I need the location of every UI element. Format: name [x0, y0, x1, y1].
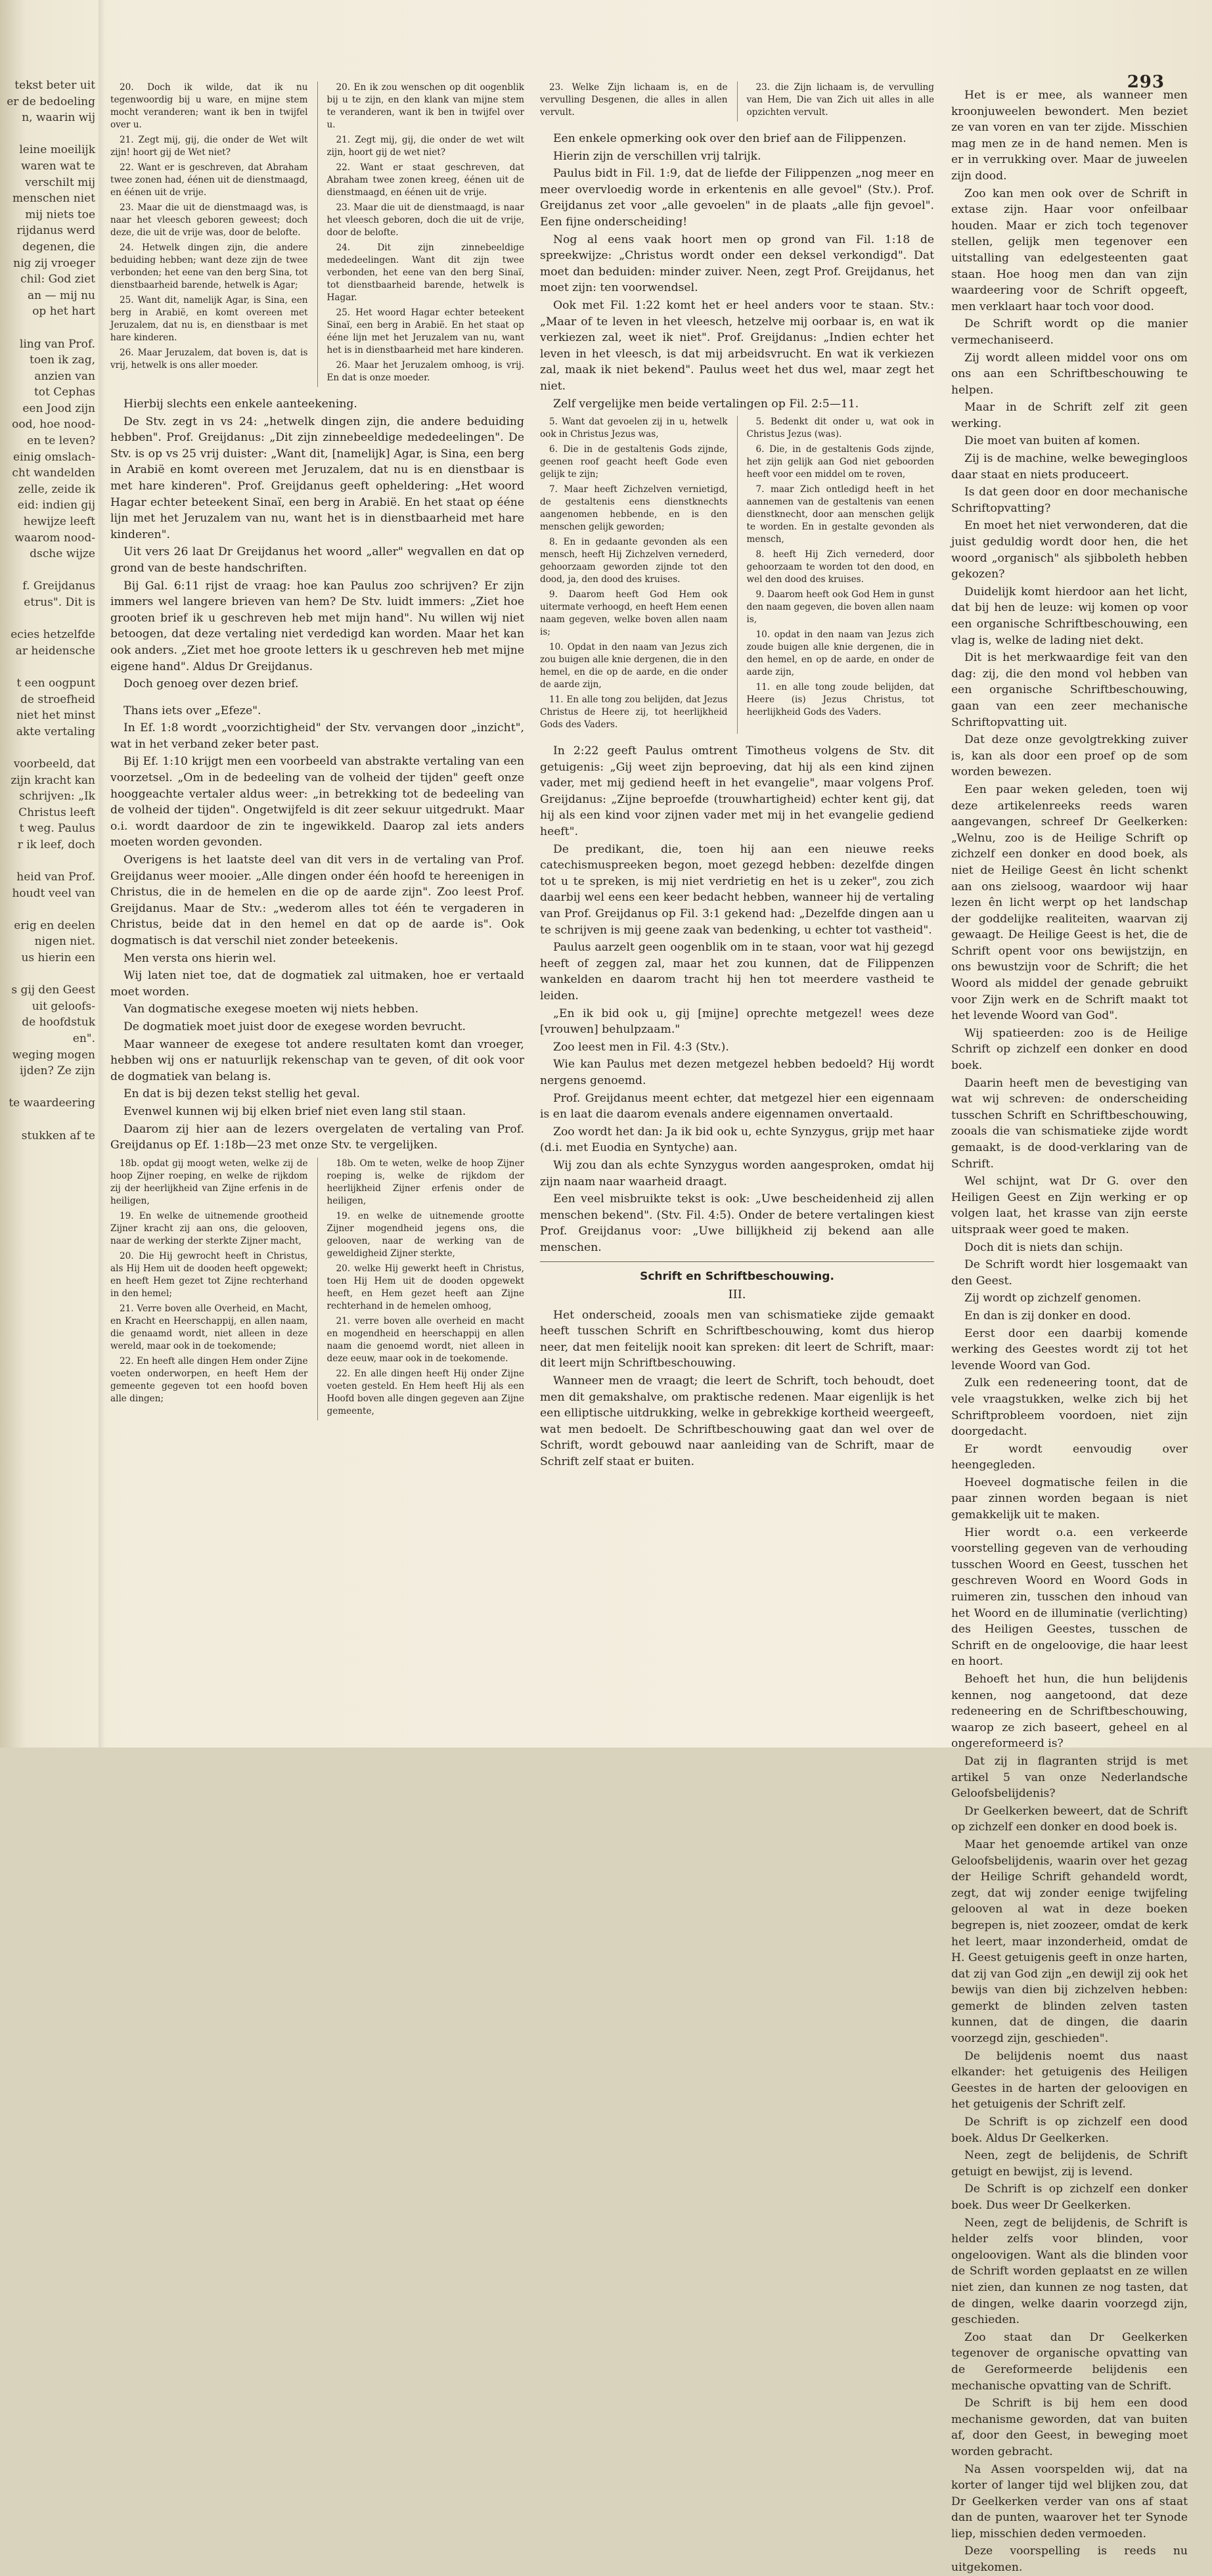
paragraph: Zij is de machine, welke bewegingloos daar staat en niets produceert. [951, 452, 1188, 482]
paragraph: Nog al eens vaak hoort men op grond van Fil. 1:18 de spreekwijze: „Christus wordt onder een deksel verkondigd". Dat moet dan beduiden: minder zuiver. Neen, zegt Prof. Greijdanus, het moet zijn: ten voorwendsel. [540, 233, 934, 295]
strip-line: ecies hetzelfde [11, 628, 95, 642]
paragraph: Behoeft het hun, die hun belijdenis kennen, nog aangetoond, dat deze redeneering en de Schriftbeschouwing, waarop ze zich baseert, geheel en al ongereformeerd is? [951, 1673, 1188, 1751]
verse: 18b. Om te weten, welke de hoop Zijner roeping is, welke de rijkdom der heerlijkheid Zijner erfenis onder de heiligen, [326, 1158, 524, 1206]
strip-line [0, 1112, 95, 1128]
paragraph: Hierin zijn de verschillen vrij talrijk. [553, 149, 761, 163]
verse: 5. Want dat gevoelen zij in u, hetwelk ook in Christus Jezus was, [540, 417, 728, 440]
paragraph: Zelf vergelijke men beide vertalingen op Fil. 2:5—11. [553, 397, 859, 411]
paragraph: Een paar weken geleden, toen wij deze artikelenreeks reeds waren aangevangen, schreef Dr Geelkerken: „Welnu, zoo is de Heilige Schrift op zichzelf een donker en dood boek, als niet de Heilige Geest ên licht schenkt aan ons zielsoog, waardoor wij haar lezen ên licht werpt op het landschap der goddelijke realiteiten, waarvan zij gewaagt. De Heilige Geest is het, die de Schrift opent voor ons bewijstzijn, en ons bewustzijn voor de Schrift; die het Woord als middel der genade gebruikt voor Zijn werk en de Schrift maakt tot het levende Woord van God". [951, 782, 1188, 1023]
column-c [951, 87, 1188, 2575]
verse: 23. Maar die uit de dienstmaagd was, is naar het vleesch geboren geweest; doch deze, die uit de vrije was, door de belofte. [110, 202, 308, 238]
strip-line: Christus leeft [18, 805, 95, 819]
strip-line: uit geloofs- [32, 999, 95, 1013]
paragraph: Zij wordt alleen middel voor ons om ons aan een Schriftbeschouwing te helpen. [951, 351, 1188, 397]
section-divider [540, 1261, 934, 1262]
verse: 26. Maar Jeruzalem, dat boven is, dat is vrij, hetwelk is ons aller moeder. [110, 348, 308, 371]
strip-line [0, 611, 95, 627]
paragraph: Wij laten niet toe, dat de dogmatiek zal uitmaken, hoe er vertaald moet worden. [110, 969, 524, 999]
paragraph [110, 694, 524, 702]
paragraph: Zoo kan men ook over de Schrift in extase zijn. Haar voor onfeilbaar houden. Maar er zich toch tegenover stellen, gelijk men tegenover een uitstalling van edelgesteenten gaat staan. Hoe hoog men dan van zijn waardeering voor de Schrift opgeeft, men verklaart haar toch voor dood. [951, 187, 1188, 313]
paragraph: Van dogmatische exegese moeten wij niets hebben. [123, 1003, 419, 1016]
column-divider [317, 81, 318, 387]
verse: 21. Verre boven alle Overheid, en Macht, en Kracht en Heerschappij, en allen naam, die genaamd wordt, niet alleen in deze wereld, maar ook in de toekomende; [110, 1303, 308, 1351]
paragraph: Maar wanneer de exegese tot andere resultaten komt dan vroeger, hebben wij ons er natuurlijk rekenschap van te geven, of dit ook voor de dogmatiek van belang is. [110, 1037, 524, 1083]
strip-line: de stroefheid [20, 692, 95, 706]
strip-line: zijn kracht kan [11, 773, 95, 787]
verse: 25. Want dit, namelijk Agar, is Sina, een berg in Arabië, en komt overeen met Jeruzalem, dat nu is, en dienstbaar is met hare kinderen. [110, 295, 308, 343]
strip-line: houdt veel van [12, 886, 95, 900]
paragraph: Ook met Fil. 1:22 komt het er heel anders voor te staan. Stv.: „Maar of te leven in het vleesch, hetzelve mij oorbaar is, en wat ik verkiezen zal, weet ik niet". Prof. Greijdanus: „Indien echter het leven in het vleesch, is dat mij arbeidsvrucht. En wat ik verkiezen zal, maak ik niet bekend". Paulus weet het dus wel, maar zegt het niet. [540, 298, 934, 393]
verse: 23. Welke Zijn lichaam is, en de vervulling Desgenen, die alles in allen vervult. [540, 82, 728, 118]
strip-line [0, 966, 95, 983]
paragraph: Dat deze onze gevolgtrekking zuiver is, kan als door een proef op de som worden bewezen. [951, 733, 1188, 779]
paragraph: Eerst door een daarbij komende werking des Geestes wordt zij tot het levende Woord van God. [951, 1326, 1188, 1372]
paragraph: Wanneer men de vraagt; die leert de Schrift, toch behoudt, doet men dit gemakshalve, om praktische redenen. Maar eigenlijk is het een elliptische uitdrukking, welke in gebrekkige kortheid weergeeft, wat men bedoelt. De Schriftbeschouwing gaat dan wel over de Schrift, wordt gebouwd naar aanleiding van de Schrift, maar de Schrift zelf staat er buiten. [540, 1374, 934, 1469]
strip-line: menschen niet [12, 192, 95, 206]
paragraph: Doch genoeg over dezen brief. [123, 677, 299, 691]
verse: 22. Want er is geschreven, dat Abraham twee zonen had, éénen uit de dienstmaagd, en éénen uit de vrije. [110, 162, 308, 198]
verse: 7. maar Zich ontledigd heeft in het aannemen van de gestaltenis van eenen dienstknecht, door aan menschen gelijk te worden. En in gestalte gevonden als mensch, [746, 484, 934, 545]
verse: 9. Daarom heeft God Hem ook uitermate verhoogd, en heeft Hem eenen naam gegeven, welke boven allen naam is; [540, 589, 728, 638]
paragraph: Is dat geen door en door mechanische Schriftopvatting? [951, 486, 1188, 515]
strip-line: schrijven: „Ik [19, 790, 95, 803]
paragraph: De dogmatiek moet juist door de exegese worden bevrucht. [123, 1020, 466, 1033]
paragraph: Overigens is het laatste deel van dit vers in de vertaling van Prof. Greijdanus weer mooier. „Alle dingen onder één hoofd te hereenigen in Christus, die in de hemelen en die op de aarde zijn". Zoo leest Prof. Greijdanus. Maar de Stv.: „wederom alles tot één te vergaderen in Christus, beide dat in den hemel en dat op de aarde is". Ook dogmatisch is dat verschil niet zonder beteekenis. [110, 853, 524, 947]
paragraph: Paulus aarzelt geen oogenblik om in te staan, voor wat hij gezegd heeft of zeggen zal, maar het zou kunnen, dat de Filippenzen wankelden en daarom tracht hij hen tot meerdere vastheid te leiden. [540, 941, 934, 1003]
verse: 5. Bedenkt dit onder u, wat ook in Christus Jezus (was). [746, 417, 934, 440]
strip-line [0, 1079, 95, 1096]
paragraph: Zij wordt op zichzelf genomen. [964, 1292, 1142, 1305]
article-body [540, 1307, 934, 1470]
verse: 6. Die in de gestaltenis Gods zijnde, geenen roof geacht heeft Gode even gelijk te zijn; [540, 444, 728, 480]
paragraph: Thans iets over „Efeze". [123, 704, 261, 717]
strip-line: ar heidensche [15, 644, 95, 658]
paragraph: Daarin heeft men de bevestiging van wat wij schreven: de onderscheiding tusschen Schrift en Schriftbeschouwing, zooals die van schismatieke zijde wordt gemaakt, is de dood-verklaring van de Schrift. [951, 1076, 1188, 1171]
strip-line: nigen niet. [34, 935, 95, 949]
paragraph: De predikant, die, toen hij aan een nieuwe reeks catechismuspreeken begon, moet gezegd hebben: dezelfde dingen tot u te spreken, is mij niet verdrietig en het is u zeker", zou zich daarbij wel eens een keer bedacht hebben, wanneer hij de vertaling van Prof. Greijdanus op Fil. 3:1 gekend had: „Dezelfde dingen aan u te schrijven is mij geene zaak van bedenking, u echter tot vastheid". [540, 842, 934, 937]
section-heading: Schrift en Schriftbeschouwing. [640, 1269, 834, 1283]
paragraph: Doch dit is niets dan schijn. [964, 1240, 1123, 1254]
page-fold-shadow [99, 0, 105, 1748]
verse: 23. die Zijn lichaam is, de vervulling van Hem, Die van Zich uit alles in alle opzichten vervult. [746, 82, 934, 118]
verse: 20. Doch ik wilde, dat ik nu tegenwoordig bij u ware, en mijne stem mocht veranderen; want ik ben in twijfel over u. [110, 82, 308, 130]
paragraph: Dr Geelkerken beweert, dat de Schrift op zichzelf een donker en dood boek is. [951, 1804, 1188, 1834]
paragraph: Men versta ons hierin wel. [123, 951, 277, 965]
verse: 23. Maar die uit de dienstmaagd, is naar het vleesch geboren, doch die uit de vrije, door de belofte. [326, 202, 524, 238]
paragraph: Na Assen voorspelden wij, dat na korter of langer tijd wel blijken zou, dat Dr Geelkerken verder van ons af staat dan de punten, waarover het ter Synode liep, misschien deden vermoeden. [951, 2462, 1188, 2541]
strip-line: tekst beter uit [14, 79, 95, 92]
strip-line [0, 901, 95, 918]
strip-line: n, waarin wij [22, 111, 95, 125]
verse: 8. En in gedaante gevonden als een mensch, heeft Hij Zichzelven vernederd, gehoorzaam geworden zijnde tot den dood, ja, den dood des kruises. [540, 537, 728, 585]
strip-line: heid van Prof. [16, 870, 95, 884]
strip-line: toen ik zag, [30, 353, 95, 367]
greijdanus-column [327, 1158, 525, 1420]
article-body [540, 131, 934, 412]
paragraph: De Schrift wordt hier losgemaakt van den Geest. [951, 1258, 1188, 1288]
paragraph: Die moet van buiten af komen. [964, 434, 1140, 448]
left-page-cut-off-column [0, 78, 98, 1721]
paragraph: Het onderscheid, zooals men van schismatieke zijde gemaakt heeft tusschen Schrift en Schriftbeschouwing, komt dus hierop neer, dat men feitelijk nooit kan spreken: dit leert de Schrift, maar: dit leert mijn Schriftbeschouwing. [540, 1308, 934, 1370]
strip-line: t een oogpunt [16, 676, 95, 690]
strip-line: chil: God ziet [20, 273, 95, 286]
column-b [540, 78, 934, 1721]
strip-line: zelle, zeide ik [18, 482, 95, 496]
strip-line: etrus". Dit is [24, 596, 95, 609]
paragraph: Wij zou dan als echte Synzygus worden aangesproken, omdat hij zijn naam naar waarheid draagt. [540, 1158, 934, 1188]
strip-line: hewijze leeft [23, 515, 95, 529]
column-divider [737, 416, 738, 734]
verse: 11. en alle tong zoude belijden, dat Heere (is) Jezus Christus, tot heerlijkheid Gods des Vaders. [746, 682, 934, 718]
strip-line [0, 853, 95, 870]
paragraph: Bij Gal. 6:11 rijst de vraag: hoe kan Paulus zoo schrijven? Er zijn immers wel langere brieven van hem? De Stv. luidt immers: „Ziet hoe grooten brief ik u geschreven heb met mijn hand". Nu willen wij niet betoogen, dat deze vertaling niet verdedigd kan worden. Maar het kan ook anders. „Ziet met hoe groote letters ik u geschreven heb met mijne eigene hand". Aldus Dr Greijdanus. [110, 579, 524, 673]
paragraph: Er wordt eenvoudig over heengegleden. [951, 1442, 1188, 1472]
verse: 11. En alle tong zou belijden, dat Jezus Christus de Heere zij, tot heerlijkheid Gods des Vaders. [540, 694, 728, 731]
strip-line: voorbeeld, dat [13, 757, 95, 771]
paragraph: „En ik bid ook u, gij [mijne] oprechte metgezel! wees deze [vrouwen] behulpzaam." [540, 1006, 934, 1037]
strip-line: f. Greijdanus [22, 579, 95, 593]
verse: 24. Dit zijn zinnebeeldige mededeelingen. Want dit zijn twee verbonden, het eene van den berg Sinaï, tot dienstbaarheid barende, hetwelk is Hagar. [326, 242, 524, 303]
paragraph: Wie kan Paulus met dezen metgezel hebben bedoeld? Hij wordt nergens genoemd. [540, 1058, 934, 1087]
strip-line [0, 320, 95, 336]
paragraph: Paulus bidt in Fil. 1:9, dat de liefde der Filippenzen „nog meer en meer overvloedig worde in erkentenis en alle gevoel" (Stv.). Prof. Greijdanus zet voor „alle gevoelen" in de plaats „alle fijn gevoel". Een fijne onderscheiding! [540, 167, 934, 229]
strip-line [0, 126, 95, 143]
strip-line: waarom nood- [14, 531, 95, 545]
verse: 18b. opdat gij moogt weten, welke zij de hoop Zijner roeping, en welke de rijkdom zij der heerlijkheid van Zijne erfenis in de heiligen, [110, 1158, 308, 1206]
strip-line: niet het minst [16, 709, 95, 723]
paragraph: Een enkele opmerking ook over den brief aan de Filippenzen. [553, 132, 907, 145]
verse: 7. Maar heeft Zichzelven vernietigd, de gestaltenis eens dienstknechts aangenomen hebbende, en is den menschen gelijk geworden; [540, 484, 728, 533]
strip-line: een Jood zijn [22, 401, 95, 415]
verse: 25. Het woord Hagar echter beteekent Sinaï, een berg in Arabië. En het staat op ééne lijn met het Jeruzalem van nu, want het is in dienstbaarheid met hare kinderen. [326, 307, 524, 355]
paragraph: Zoo staat dan Dr Geelkerken tegenover de organische opvatting van de Gereformeerde belijdenis een mechanische opvatting van de Schrift. [951, 2330, 1188, 2393]
verse: 21. Zegt mij, gij, die onder de Wet wilt zijn! hoort gij de Wet niet? [110, 135, 308, 158]
paragraph: En dan is zij donker en dood. [964, 1309, 1131, 1322]
paragraph: Uit vers 26 laat Dr Greijdanus het woord „aller" wegvallen en dat op grond van de beste handschriften. [110, 545, 524, 575]
strip-line: eid: indien gij [17, 499, 95, 512]
paragraph: Hierbij slechts een enkele aanteekening. [123, 397, 357, 411]
statenvertaling-column [110, 81, 308, 387]
paragraph: In 2:22 geeft Paulus omtrent Timotheus volgens de Stv. dit getuigenis: „Gij weet zijn beproeving, dat hij als een kind zijnen vader, met mij gediend heeft in het evangelie", maar volgens Prof. Greijdanus: „Zijne beproefde (trouwhartigheid) echter kent gij, dat hij als een kind voor zijnen vader met mij in het evangelie gediend heeft". [540, 744, 934, 839]
strip-line: ling van Prof. [19, 337, 95, 351]
verse: 10. opdat in den naam van Jezus zich zoude buigen alle knie dergenen, die in den hemel, en op de aarde, en onder de aarde zijn, [746, 629, 934, 678]
paragraph: Hier wordt o.a. een verkeerde voorstelling gegeven van de verhouding tusschen Woord en Geest, tusschen het geschreven Woord en Woord Gods in ruimeren zin, tusschen den inhoud van het Woord en de illuminatie (verlichting) des Heiligen Geestes, tusschen de Schrift en de ongeloovige, die haar leest en hoort. [951, 1525, 1188, 1669]
strip-line: s gij den Geest [11, 983, 95, 997]
verse: 24. Hetwelk dingen zijn, die andere beduiding hebben; want deze zijn de twee verbonden; het eene van den berg Sina, tot dienstbaarheid barende, hetwelk is Agar; [110, 242, 308, 290]
paragraph: Deze voorspelling is reeds nu uitgekomen. [951, 2544, 1188, 2575]
verse: 6. Die, in de gestaltenis Gods zijnde, het zijn gelijk aan God niet geboorden heeft voor een middel om te roven, [746, 444, 934, 480]
strip-line: dsche wijze [30, 547, 95, 561]
strip-line: er de bedoeling [7, 95, 95, 108]
verse: 9. Daarom heeft ook God Hem in gunst den naam gegeven, die boven allen naam is, [746, 589, 934, 625]
parallel-translation-philippians [540, 416, 934, 734]
strip-line: anzien van [34, 369, 95, 383]
statenvertaling-column [540, 416, 728, 734]
strip-line: ijden? Ze zijn [19, 1064, 95, 1078]
verse: 10. Opdat in den naam van Jezus zich zou buigen alle knie dergenen, die in den hemel, en die op de aarde, en die onder de aarde zijn, [540, 642, 728, 690]
verse: 8. heeft Hij Zich vernederd, door gehoorzaam te worden tot den dood, en wel den dood des kruises. [746, 549, 934, 585]
strip-line: erig en deelen [14, 918, 95, 932]
strip-line: degenen, die [22, 240, 95, 254]
column-divider [317, 1158, 318, 1420]
column-divider [737, 81, 738, 122]
paragraph: Evenwel kunnen wij bij elken brief niet even lang stil staan. [123, 1104, 466, 1118]
strip-line: mij niets toe [25, 208, 95, 221]
strip-line: einig omslach- [12, 450, 95, 464]
strip-line [0, 659, 95, 675]
verse: 22. En heeft alle dingen Hem onder Zijne voeten onderworpen, en heeft Hem der gemeente gegeven tot een hoofd boven alle dingen; [110, 1355, 308, 1404]
strip-line: us hierin een [21, 951, 95, 965]
strip-line: cht wandelden [12, 466, 95, 480]
strip-line: en". [72, 1032, 95, 1046]
strip-line: leine moeilijk [19, 143, 95, 157]
paragraph: De Schrift wordt op die manier vermechaniseerd. [951, 317, 1188, 347]
strip-line: ood, hoe nood- [12, 418, 95, 432]
greijdanus-column [747, 81, 935, 122]
paragraph: Maar het genoemde artikel van onze Geloofsbelijdenis, waarin over het gezag der Heilige Schrift gehandeld wordt, zegt, dat wij zonder eenige twijfeling gelooven al wat in deze boeken begrepen is, niet zoozeer, omdat de kerk het leert, maar inzonderheid, omdat de H. Geest getuigenis geeft in onze harten, dat zij van God zijn „en dewijl zij ook het bewijs van dien bij zichzelven hebben: gemerkt de blinden zelven tasten kunnen, dat de dingen, die daarin voorzegd zijn, geschieden". [951, 1838, 1188, 2046]
paragraph: Dit is het merkwaardige feit van den dag: zij, die den mond vol hebben van een organische Schriftbeschouwing, gaan van een zeer mechanische Schriftopvatting uit. [951, 651, 1188, 729]
strip-line: weging mogen [12, 1048, 95, 1062]
verse: 22. En alle dingen heeft Hij onder Zijne voeten gesteld. En Hem heeft Hij als een Hoofd boven alle dingen gegeven aan Zijne gemeente, [326, 1368, 524, 1416]
verse: 22. Want er staat geschreven, dat Abraham twee zonen kreeg, éénen uit de dienstmaagd, en éénen uit de vrije. [326, 162, 524, 198]
paragraph: Prof. Greijdanus meent echter, dat metgezel hier een eigennaam is en laat die daarom evenals andere eigennamen onvertaald. [540, 1091, 934, 1121]
greijdanus-column [327, 81, 525, 387]
paragraph: En moet het niet verwonderen, dat die juist geduldig wordt door hen, die het woord „organisch" als sjibboleth hebben gekozen? [951, 519, 1188, 581]
paragraph: De Schrift is bij hem een dood mechanisme geworden, dat van buiten af, door den Geest, in beweging moet worden gebracht. [951, 2397, 1188, 2458]
greijdanus-column [747, 416, 935, 734]
strip-line: t weg. Paulus [19, 822, 95, 836]
strip-line: op het hart [32, 305, 95, 319]
paragraph: De Schrift is op zichzelf een donker boek. Dus weer Dr Geelkerken. [951, 2182, 1188, 2212]
paragraph: Dat zij in flagranten strijd is met artikel 5 van onze Nederlandsche Geloofsbelijdenis? [951, 1754, 1188, 1801]
page-number: 293 [1127, 72, 1165, 92]
paragraph: Zulk een redeneering toont, dat de vele vraagstukken, welke zich bij het Schriftprobleem voordoen, niet zijn doorgedacht. [951, 1376, 1188, 1439]
parallel-translation-ephesians [110, 1158, 524, 1420]
paragraph: In Ef. 1:8 wordt „voorzichtigheid" der Stv. vervangen door „inzicht", wat in het verband zeker beter past. [110, 721, 524, 751]
paragraph: En dat is bij dezen tekst stellig het geval. [123, 1087, 360, 1101]
article-body [110, 396, 524, 1154]
paragraph: Zoo leest men in Fil. 4:3 (Stv.). [553, 1040, 729, 1054]
strip-line: te waardeering [9, 1096, 95, 1110]
paragraph: Maar in de Schrift zelf zit geen werking. [951, 401, 1188, 430]
verse: 19. en welke de uitnemende grootte Zijner mogendheid jegens ons, die gelooven, naar de werking van de geweldigheid Zijner sterkte, [326, 1210, 524, 1259]
strip-line [0, 562, 95, 579]
strip-line: waren wat te [20, 159, 95, 173]
paragraph: Wel schijnt, wat Dr G. over den Heiligen Geest en Zijn werking er op volgen laat, het krasse van zijn eerste uitspraak weer goed te maken. [951, 1175, 1188, 1236]
verse: 21. Zegt mij, gij, die onder de wet wilt zijn, hoort gij de wet niet? [326, 135, 524, 158]
verse: 19. En welke de uitnemende grootheid Zijner kracht zij aan ons, die gelooven, naar de werking der sterkte Zijner macht, [110, 1210, 308, 1246]
verse: 26. Maar het Jeruzalem omhoog, is vrij. En dat is onze moeder. [326, 360, 524, 383]
article-body [540, 743, 934, 1255]
strip-line: an — mij nu [27, 288, 95, 302]
paragraph: Hoeveel dogmatische feilen in die paar zinnen worden begaan is niet gemakkelijk uit te maken. [951, 1476, 1188, 1522]
paragraph: Neen, zegt de belijdenis, de Schrift getuigt en bewijst, zij is levend. [951, 2149, 1188, 2179]
paragraph: Een veel misbruikte tekst is ook: „Uwe bescheidenheid zij allen menschen bekend". (Stv. Fil. 4:5). Onder de betere vertalingen kiest Prof. Greijdanus voor: „Uwe billijkheid zij bekend aan alle menschen. [540, 1192, 934, 1254]
paragraph: Duidelijk komt hierdoor aan het licht, dat bij hen de leuze: wij komen op voor een organische Schriftbeschouwing, een vlag is, welke de lading niet dekt. [951, 585, 1188, 647]
section-number: III. [728, 1288, 746, 1302]
strip-line [0, 740, 95, 756]
paragraph: De Schrift is op zichzelf een dood boek. Aldus Dr Geelkerken. [951, 2115, 1188, 2145]
strip-line: en te leven? [27, 434, 95, 448]
parallel-translation-galatians [110, 81, 524, 387]
paragraph: Bij Ef. 1:10 krijgt men een voorbeeld van abstrakte vertaling van een voorzetsel. „Om in de bedeeling van de volheid der tijden" geeft onze hooggeachte vertaler aldus weer: „in betrekking tot de bedeeling van de volheid der tijden". Ongetwijfeld is dit zeer sekuur uitgedrukt. Maar o.i. wordt daardoor de zin te ingewikkeld. Daarop zal iets anders moeten worden gevonden. [110, 755, 524, 849]
paragraph: Wij spatieerden: zoo is de Heilige Schrift op zichzelf een donker en dood boek. [951, 1026, 1188, 1073]
verse: 21. verre boven alle overheid en macht en mogendheid en heerschappij en allen naam die genoemd wordt, niet alleen in deze eeuw, maar ook in de toekomende. [326, 1315, 524, 1364]
statenvertaling-column [110, 1158, 308, 1420]
strip-line: tot Cephas [34, 386, 95, 399]
strip-line: akte vertaling [16, 725, 95, 738]
strip-line: verschilt mij [25, 175, 95, 189]
strip-line: r ik leef, doch [17, 838, 95, 851]
paragraph: Neen, zegt de belijdenis, de Schrift is helder zelfs voor blinden, voor ongeloovigen. Want als die blinden voor de Schrift worden geplaatst en ze willen niet zien, dan kunnen ze nog tasten, dat de dingen, welke daarin voorzegd zijn, geschieden. [951, 2216, 1188, 2327]
paragraph: Zoo wordt het dan: Ja ik bid ook u, echte Synzygus, grijp met haar (d.i. met Euodia en Syntyche) aan. [540, 1125, 934, 1155]
verse: 20. En ik zou wenschen op dit oogenblik bij u te zijn, en den klank van mijne stem te veranderen, want ik ben in twijfel over u. [326, 82, 524, 130]
column-a [110, 78, 524, 1721]
verse: 20. welke Hij gewerkt heeft in Christus, toen Hij Hem uit de dooden opgewekt heeft, en Hem gezet heeft aan Zijne rechterhand in de hemelen omhoog, [326, 1263, 524, 1311]
parallel-translation-ephesians-end [540, 81, 934, 122]
strip-line: stukken af te [21, 1129, 95, 1142]
strip-line: rijdanus werd [16, 224, 95, 238]
strip-line: nig zij vroeger [13, 256, 95, 270]
strip-line: de hoofdstuk [22, 1016, 95, 1029]
verse: 20. Die Hij gewrocht heeft in Christus, als Hij Hem uit de dooden heeft opgewekt; en heeft Hem gezet tot Zijne rechterhand in den hemel; [110, 1250, 308, 1299]
paragraph: De Stv. zegt in vs 24: „hetwelk dingen zijn, die andere beduiding hebben". Prof. Greijdanus: „Dit zijn zinnebeeldige mededeelingen". De Stv. is op vs 25 vrij duister: „Want dit, [namelijk] Agar, is Sina, een berg in Arabië en komt overeen met Jeruzalem, dat nu is en dienstbaar is met hare kinderen". Prof. Greijdanus geeft opheldering: „Het woord Hagar echter beteekent Sinaï, een berg in Arabië. En het staat op ééne lijn met het Jeruzalem van nu, want het is in dienstbaarheid met hare kinderen". [110, 415, 524, 541]
paragraph: De belijdenis noemt dus naast elkander: het getuigenis des Heiligen Geestes in de harten der geloovigen en het getuigenis der Schrift zelf. [951, 2049, 1188, 2112]
paragraph: Daarom zij hier aan de lezers overgelaten de vertaling van Prof. Greijdanus op Ef. 1:18b—23 met onze Stv. te vergelijken. [110, 1122, 524, 1152]
paragraph: Het is er mee, als wanneer men kroonjuweelen bewondert. Men beziet ze van voren en van ter zijde. Misschien mag men ze in de hand nemen. Men is er in verrukking over. Maar de juweelen zijn dood. [951, 89, 1188, 183]
statenvertaling-column [540, 81, 728, 122]
